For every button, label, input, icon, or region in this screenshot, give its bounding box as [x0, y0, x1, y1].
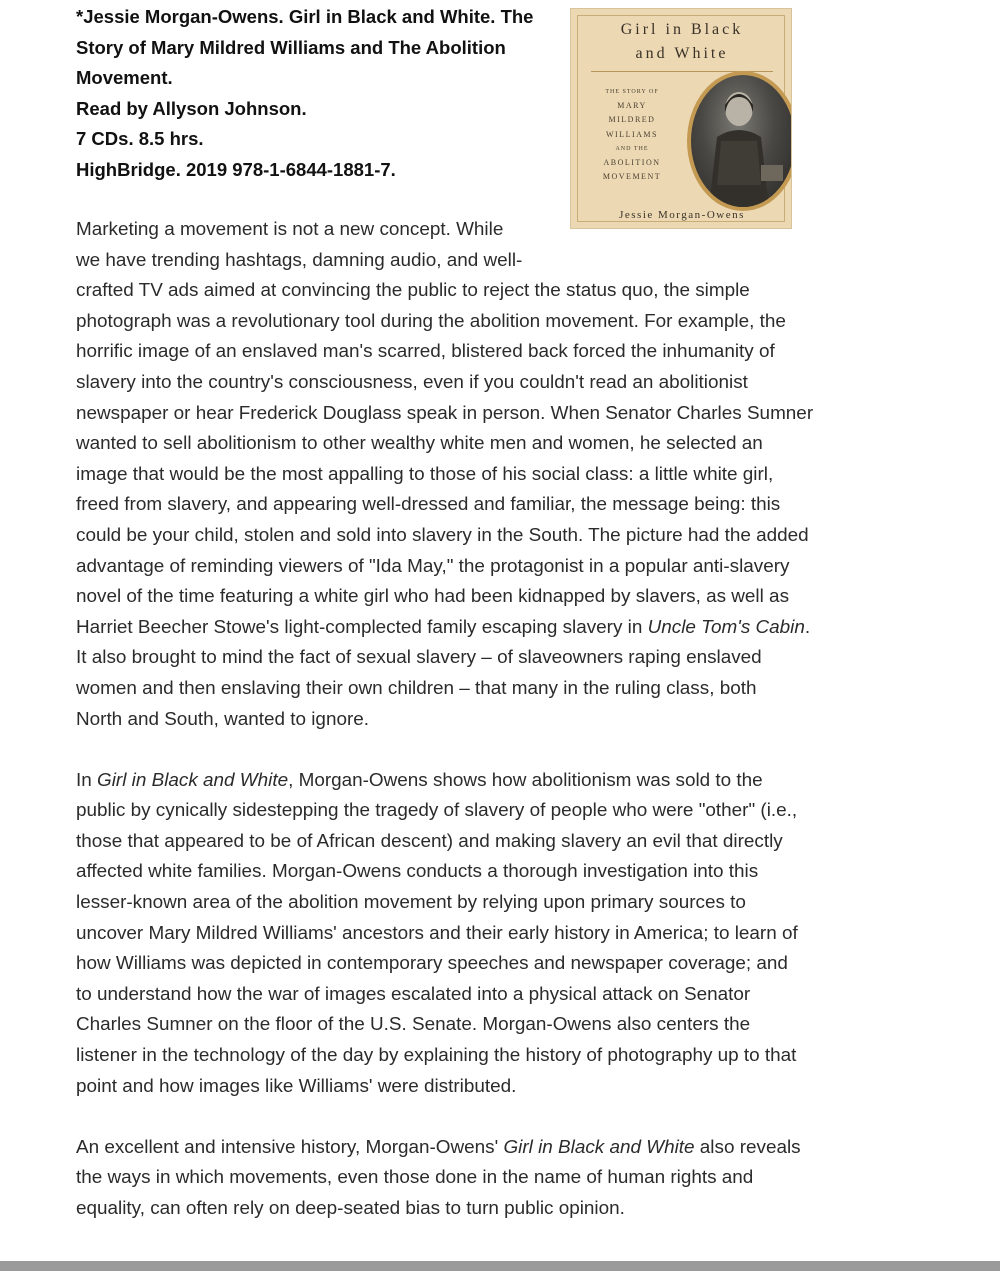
paragraph-line: we have trending hashtags, damning audio, and well- [76, 249, 523, 271]
paragraph-line: advantage of reminding viewers of "Ida May," the protagonist in a popular anti-slavery [76, 555, 790, 577]
paragraph-line: Marketing a movement is not a new concept. While [76, 219, 504, 240]
paragraph-line: listener in the technology of the day by explaining the history of photography up to that [76, 1045, 797, 1067]
line-text: Harriet Beecher Stowe's light-complected family escaping slavery in [76, 616, 648, 638]
line-text: An excellent and intensive history, Morgan-Owens' [76, 1136, 504, 1158]
cover-subtitle-line: ABOLITION [603, 158, 661, 168]
audio-format: 7 CDs. 8.5 hrs. [76, 128, 204, 150]
line-text: also reveals [694, 1136, 801, 1158]
portrait-photo [691, 75, 792, 207]
paragraph-line: uncover Mary Mildred Williams' ancestors and their early history in America; to learn of [76, 922, 798, 944]
paragraph-line [76, 1133, 836, 1164]
paragraph-line: North and South, wanted to ignore. [76, 708, 369, 730]
paragraph-line: It also brought to mind the fact of sexual slavery – of slaveowners raping enslaved [76, 647, 762, 669]
paragraph-line: the ways in which movements, even those done in the name of human rights and [76, 1167, 754, 1189]
line-text: , Morgan-Owens shows how abolitionism was sold to the [288, 769, 763, 791]
paragraph-line: Charles Sumner on the floor of the U.S. Senate. Morgan-Owens also centers the [76, 1014, 751, 1036]
cover-subtitle-line: MARY [617, 101, 647, 111]
cover-subtitle-line: WILLIAMS [606, 129, 658, 139]
publisher-isbn: HighBridge. 2019 978-1-6844-1881-7. [76, 158, 396, 180]
paragraph-line: equality, can often rely on deep-seated bias to turn public opinion. [76, 1198, 625, 1219]
paragraph-line: photograph was a revolutionary tool during the abolition movement. For example, the [76, 310, 786, 332]
paragraph-line: horrific image of an enslaved man's scarred, blistered back forced the inhumanity of [76, 341, 775, 363]
cover-title-line: and White [635, 45, 729, 62]
cover-portrait-frame [687, 71, 792, 211]
book-title-italic: Uncle Tom's Cabin [647, 616, 805, 638]
paragraph-line: newspaper or hear Frederick Douglass speak in person. When Senator Charles Sumner [76, 402, 814, 424]
paragraph-line: affected white families. Morgan-Owens conducts a thorough investigation into this [76, 861, 759, 883]
cover-author: Jessie Morgan-Owens [619, 209, 745, 221]
paragraph-line: freed from slavery, and appearing well-dressed and familiar, the message being: this [76, 494, 781, 516]
review-paragraph-3 [76, 1133, 836, 1225]
paragraph-line: novel of the time featuring a white girl who had been kidnapped by slavers, as well as [76, 586, 790, 608]
paragraph-line: women and then enslaving their own children – that many in the ruling class, both [76, 677, 757, 699]
paragraph-line [76, 613, 836, 644]
line-text: In [76, 769, 98, 791]
review-paragraph-2 [76, 766, 836, 1103]
horizontal-scrollbar[interactable] [0, 1261, 1000, 1271]
review-body [76, 215, 836, 1255]
paragraph-line [76, 766, 836, 797]
reader-credit: Read by Allyson Johnson. [76, 97, 307, 119]
cover-subtitle-line: MILDRED [608, 115, 656, 125]
paragraph-line: those that appeared to be of African descent) and making slavery an evil that directly [76, 830, 783, 852]
paragraph-line: crafted TV ads aimed at convincing the public to reject the status quo, the simple [76, 280, 750, 302]
line-text: . [804, 616, 811, 638]
book-title-italic: Girl in Black and White [97, 769, 289, 791]
review-header [76, 2, 556, 186]
paragraph-line: how Williams was depicted in contemporary speeches and newspaper coverage; and [76, 953, 788, 975]
book-cover-image [570, 8, 792, 229]
paragraph-line: to understand how the war of images escalated into a physical attack on Senator [76, 983, 751, 1005]
book-title-line: Story of Mary Mildred Williams and The Abolition [76, 36, 506, 58]
paragraph-line: lesser-known area of the abolition movement by relying upon primary sources to [76, 892, 746, 914]
girl-portrait-icon [691, 75, 792, 207]
cover-subtitle [579, 85, 685, 184]
book-title-line: Movement. [76, 67, 173, 89]
paragraph-line: image that would be the most appalling to those of his social class: a little white girl, [76, 463, 774, 485]
cover-subtitle-line: MOVEMENT [602, 172, 662, 182]
cover-subtitle-line: THE STORY OF [605, 89, 659, 95]
book-title-italic: Girl in Black and White [503, 1136, 695, 1158]
paragraph-line: wanted to sell abolitionism to other wealthy white men and women, he selected an [76, 433, 763, 455]
paragraph-line: point and how images like Williams' were distributed. [76, 1075, 517, 1097]
paragraph-line: public by cynically sidestepping the tragedy of slavery of people who were "other" (i.e., [76, 800, 798, 822]
cover-title-line: Girl in Black [620, 21, 744, 38]
paragraph-line: slavery into the country's consciousness, even if you couldn't read an abolitionist [76, 371, 748, 393]
review-paragraph-1 [76, 215, 836, 735]
paragraph-line: could be your child, stolen and sold into slavery in the South. The picture had the added [76, 524, 809, 546]
cover-subtitle-line: AND THE [615, 145, 649, 152]
book-title-line: *Jessie Morgan-Owens. Girl in Black and White. The [76, 6, 534, 27]
